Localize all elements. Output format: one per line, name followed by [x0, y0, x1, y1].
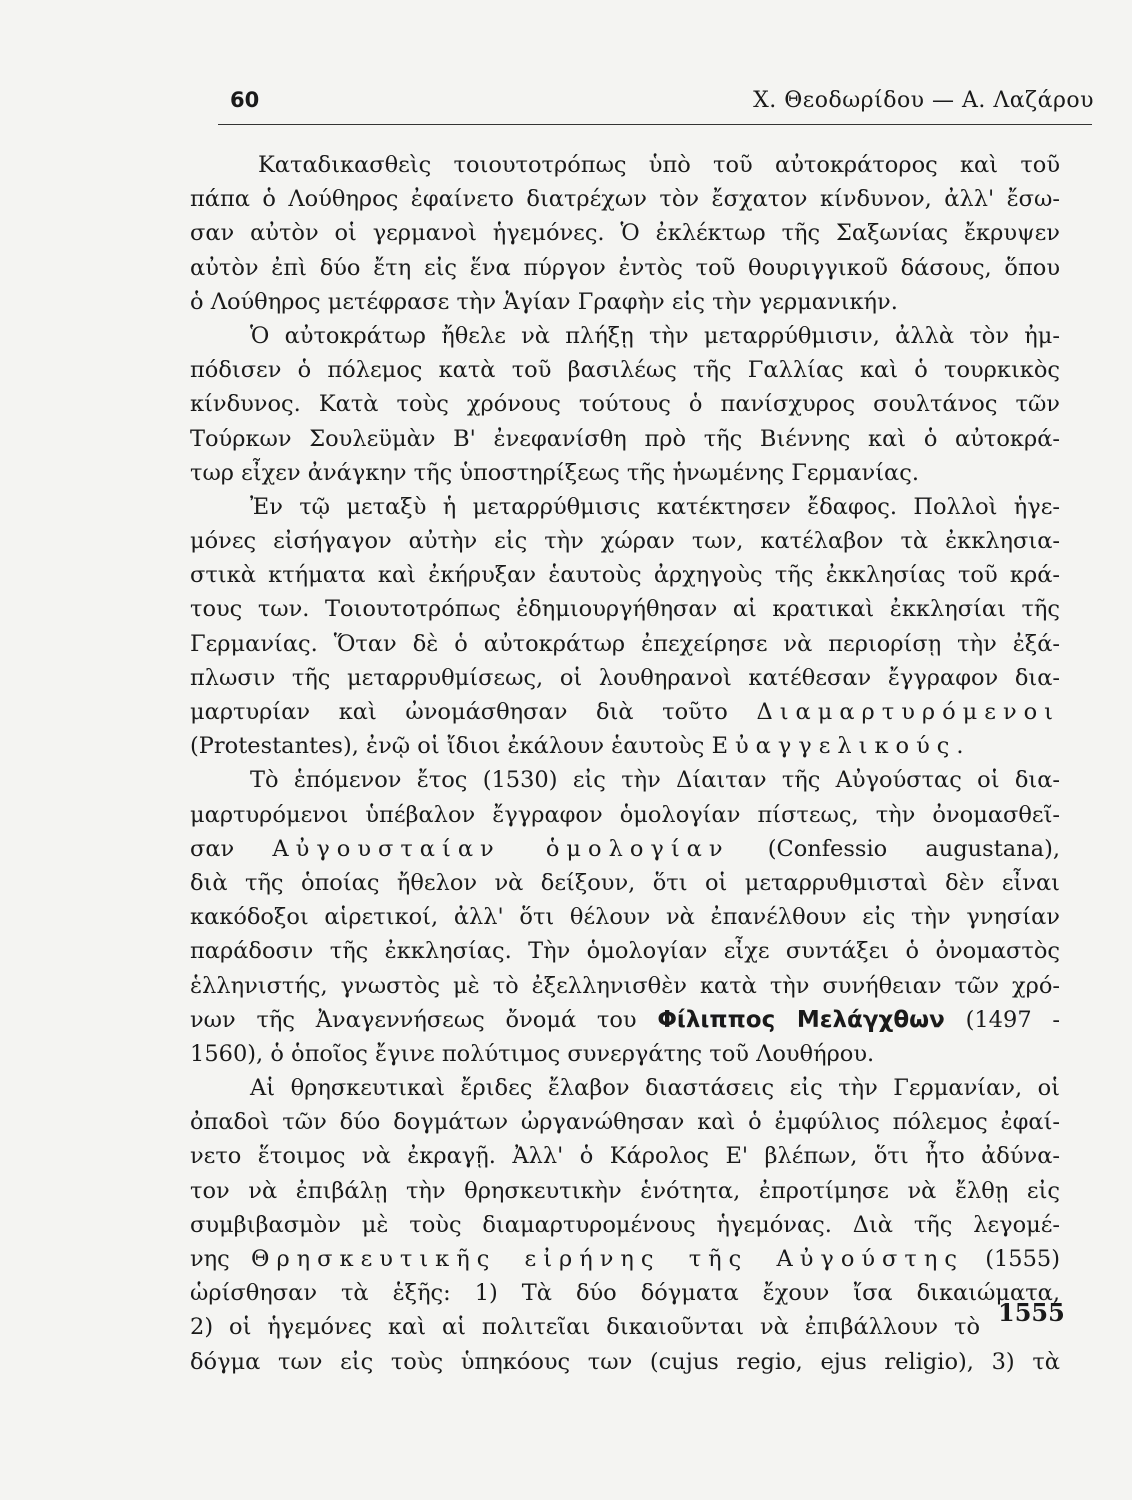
text-run: νης — [190, 1246, 230, 1272]
text-line: Ἐν τῷ μεταξὺ ἡ μεταρρύθμισις κατέκτησεν ἔδαφος. Πολλοὶ ἡγε- — [250, 493, 1060, 520]
page-number: 60 — [230, 88, 260, 112]
text-line — [190, 695, 1060, 729]
text-line: κακόδοξοι αἱρετικοί, ἀλλ' ὅτι θέλουν νὰ ἐπανέλθουν εἰς τὴν γνησίαν — [190, 904, 1060, 931]
text-run: σαν — [190, 835, 235, 862]
text-line: Τούρκων Σουλεϋμὰν Β' ἐνεφανίσθη πρὸ τῆς Βιέννης καὶ ὁ αὐτοκρά- — [190, 425, 1060, 452]
margin-note-year: 1555 — [998, 1298, 1065, 1327]
body-text — [190, 148, 1060, 1379]
text-line: Καταδικασθεὶς τοιουτοτρόπως ὑπὸ τοῦ αὐτοκράτορος καὶ τοῦ — [258, 152, 1060, 178]
text-line: ὡρίσθησαν τὰ ἑξῆς: 1) Τὰ δύο δόγματα ἔχουν ἴσα δικαιώματα, — [190, 1280, 1060, 1307]
running-head: Χ. Θεοδωρίδου — Α. Λαζάρου — [753, 88, 1094, 113]
text-line: ὀπαδοὶ τῶν δύο δογμάτων ὠργανώθησαν καὶ ὁ ἐμφύλιος πόλεμος ἐφαί- — [190, 1109, 1060, 1136]
text-line: αὐτὸν ἐπὶ δύο ἔτη εἰς ἕνα πύργον ἐντὸς τοῦ θουριγγικοῦ δάσους, ὅπου — [190, 254, 1060, 281]
text-run: μαρτυρίαν καὶ ὠνομάσθησαν διὰ τοῦτο — [190, 699, 728, 725]
bold-name: Φίλιππος Μελάγχθων — [657, 1006, 945, 1033]
text-line: κίνδυνος. Κατὰ τοὺς χρόνους τούτους ὁ πανίσχυρος σουλτάνος τῶν — [190, 391, 1060, 418]
text-line: τον νὰ ἐπιβάλῃ τὴν θρησκευτικὴν ἑνότητα, ἐπροτίμησε νὰ ἔλθῃ εἰς — [190, 1177, 1060, 1204]
text-line — [190, 1003, 1060, 1037]
text-run: (Confessio augustana), — [767, 835, 1061, 862]
text-line: Τὸ ἑπόμενον ἔτος (1530) εἰς τὴν Δίαιταν τῆς Αὐγούστας οἱ δια- — [250, 767, 1060, 794]
text-line: τους των. Τοιουτοτρόπως ἐδημιουργήθησαν αἱ κρατικαὶ ἐκκλησίαι τῆς — [190, 596, 1060, 623]
spaced-term: Διαμαρτυρόμενοι — [756, 699, 1060, 725]
text-run: νων τῆς Ἀναγεννήσεως ὄνομά του — [190, 1006, 637, 1033]
spaced-term: Θρησκευτικῆς εἰρήνης τῆς Αὐγούστης — [251, 1246, 964, 1272]
text-line: σαν αὐτὸν οἱ γερμανοὶ ἡγεμόνες. Ὁ ἐκλέκτωρ τῆς Σαξωνίας ἔκρυψεν — [190, 220, 1060, 247]
text-line: 2) οἱ ἡγεμόνες καὶ αἱ πολιτεῖαι δικαιοῦνται νὰ ἐπιβάλλουν τὸ — [190, 1314, 980, 1341]
text-line — [190, 729, 1060, 763]
text-line: Ὁ αὐτοκράτωρ ἤθελε νὰ πλήξῃ τὴν μεταρρύθμισιν, ἀλλὰ τὸν ἠμ- — [250, 322, 1060, 349]
spaced-term: Αὐγουσταίαν ὁμολογίαν — [272, 835, 730, 862]
text-line: πάπα ὁ Λούθηρος ἐφαίνετο διατρέχων τὸν ἔσχατον κίνδυνον, ἀλλ' ἔσω- — [190, 186, 1060, 213]
text-line: μαρτυρόμενοι ὑπέβαλον ἔγγραφον ὁμολογίαν πίστεως, τὴν ὀνομασθεῖ- — [190, 801, 1060, 828]
text-line: 1560), ὁ ὁποῖος ἔγινε πολύτιμος συνεργάτης τοῦ Λουθήρου. — [190, 1040, 875, 1067]
text-line: μόνες εἰσήγαγον αὐτὴν εἰς τὴν χώραν των, κατέλαβον τὰ ἐκκλησια- — [190, 528, 1060, 555]
text-line: Αἱ θρησκευτικαὶ ἔριδες ἔλαβον διαστάσεις εἰς τὴν Γερμανίαν, οἱ — [250, 1075, 1060, 1102]
text-line — [190, 832, 1060, 866]
text-line: ἑλληνιστής, γνωστὸς μὲ τὸ ἐξελληνισθὲν κατὰ τὴν συνήθειαν τῶν χρό- — [190, 972, 1060, 999]
text-line: ὁ Λούθηρος μετέφρασε τὴν Ἁγίαν Γραφὴν εἰς τὴν γερμανικήν. — [190, 288, 898, 315]
text-line: στικὰ κτήματα καὶ ἐκήρυξαν ἑαυτοὺς ἀρχηγοὺς τῆς ἐκκλησίας τοῦ κρά- — [190, 562, 1060, 589]
text-line: δόγμα των εἰς τοὺς ὑπηκόους των (cujus regio, ejus religio), 3) τὰ — [190, 1348, 1060, 1375]
text-line: διὰ τῆς ὁποίας ἤθελον νὰ δείξουν, ὅτι οἱ μεταρρυθμισταὶ δὲν εἶναι — [190, 869, 1060, 896]
spaced-term: Εὐαγγελικούς. — [711, 733, 971, 760]
text-run: (1555) — [985, 1246, 1061, 1272]
header-rule — [218, 124, 1092, 125]
text-run: (1497 - — [965, 1006, 1060, 1033]
text-line: πόδισεν ὁ πόλεμος κατὰ τοῦ βασιλέως τῆς Γαλλίας καὶ ὁ τουρκικὸς — [190, 357, 1060, 384]
text-line: τωρ εἶχεν ἀνάγκην τῆς ὑποστηρίξεως τῆς ἡνωμένης Γερμανίας. — [190, 459, 919, 486]
text-line: συμβιβασμὸν μὲ τοὺς διαμαρτυρομένους ἡγεμόνας. Διὰ τῆς λεγομέ- — [190, 1211, 1060, 1238]
text-line: παράδοσιν τῆς ἐκκλησίας. Τὴν ὁμολογίαν εἶχε συντάξει ὁ ὀνομαστὸς — [190, 938, 1060, 965]
text-line: Γερμανίας. Ὅταν δὲ ὁ αὐτοκράτωρ ἐπεχείρησε νὰ περιορίσῃ τὴν ἐξά- — [190, 630, 1060, 657]
page-header — [222, 86, 1094, 126]
text-line: νετο ἕτοιμος νὰ ἐκραγῇ. Ἀλλ' ὁ Κάρολος Ε' βλέπων, ὅτι ἦτο ἀδύνα- — [190, 1143, 1060, 1170]
text-run: (Protestantes), ἐνῷ οἱ ἴδιοι ἐκάλουν ἑαυτοὺς — [190, 733, 705, 760]
text-line: πλωσιν τῆς μεταρρυθμίσεως, οἱ λουθηρανοὶ κατέθεσαν ἔγγραφον δια- — [190, 664, 1060, 691]
text-line — [190, 1242, 1060, 1276]
